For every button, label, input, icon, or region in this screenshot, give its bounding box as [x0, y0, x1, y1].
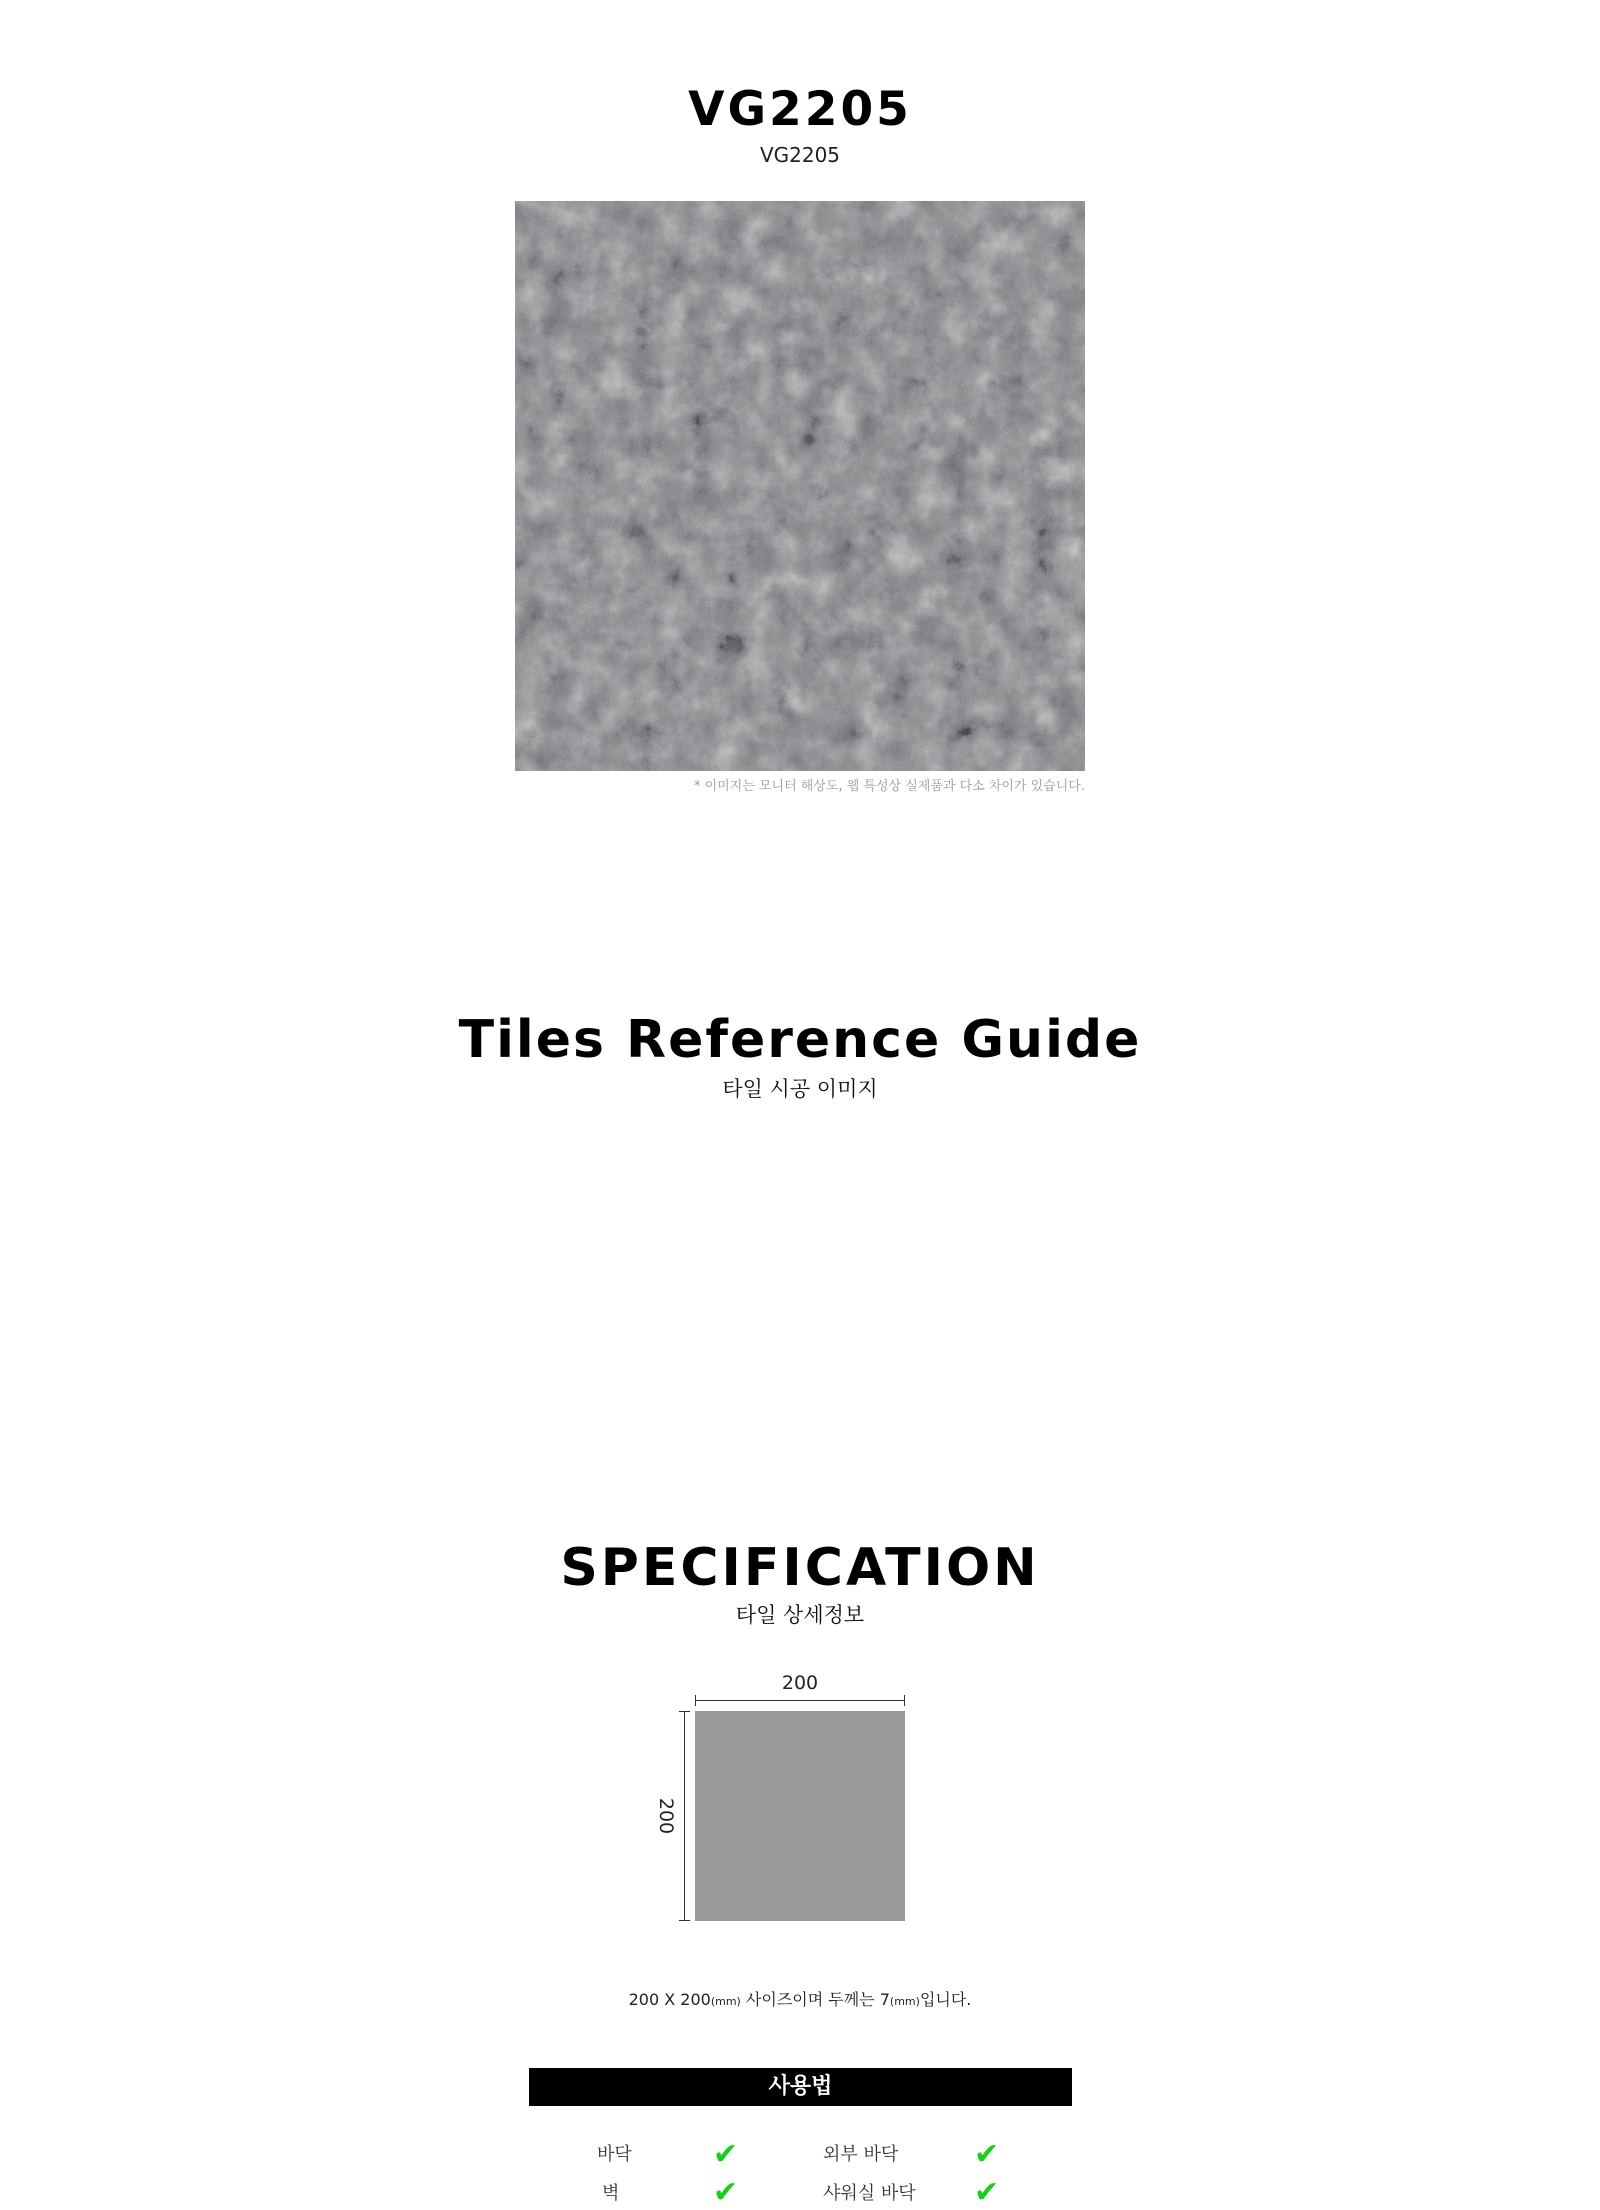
check-icon: ✔ — [713, 2175, 739, 2210]
usage-label-exterior-floor: 외부 바닥 — [823, 2144, 899, 2165]
check-icon: ✔ — [974, 2137, 1000, 2172]
height-dimension-tick-bottom — [679, 1920, 690, 1921]
spec-desc-end: 입니다. — [919, 1990, 972, 2009]
tile-size-swatch — [695, 1711, 905, 1921]
width-dimension-tick-left — [695, 1695, 696, 1706]
usage-label-wall: 벽 — [602, 2183, 620, 2204]
spec-desc-unit: (mm) — [710, 1995, 741, 2008]
height-dimension-line — [684, 1711, 685, 1921]
guide-subtitle: 타일 시공 이미지 — [722, 1077, 878, 1101]
check-icon: ✔ — [974, 2175, 1000, 2210]
image-disclaimer: * 이미지는 모니터 해상도, 웹 특성상 실제품과 다소 차이가 있습니다. — [693, 779, 1085, 794]
spec-desc-thickness: 사이즈이며 두께는 7 — [740, 1990, 890, 2009]
check-icon: ✔ — [713, 2137, 739, 2172]
tile-product-image — [515, 201, 1085, 771]
spec-subtitle: 타일 상세정보 — [735, 1603, 865, 1627]
guide-title: Tiles Reference Guide — [458, 1010, 1142, 1070]
spec-desc-size: 200 X 200 — [628, 1990, 711, 2009]
product-title: VG2205 — [688, 82, 912, 137]
usage-header: 사용법 — [529, 2068, 1072, 2106]
width-dimension-tick-right — [904, 1695, 905, 1706]
tile-height-label: 200 — [655, 1797, 677, 1835]
usage-label-floor: 바닥 — [597, 2144, 632, 2165]
spec-description — [0, 1988, 1600, 2014]
width-dimension-line — [695, 1700, 905, 1701]
height-dimension-tick-top — [679, 1711, 690, 1712]
usage-label-shower-floor: 샤워실 바닥 — [823, 2183, 916, 2204]
product-subtitle: VG2205 — [759, 143, 841, 167]
spec-title: SPECIFICATION — [560, 1538, 1040, 1598]
tile-width-label: 200 — [781, 1672, 819, 1694]
spec-desc-unit: (mm) — [889, 1995, 920, 2008]
